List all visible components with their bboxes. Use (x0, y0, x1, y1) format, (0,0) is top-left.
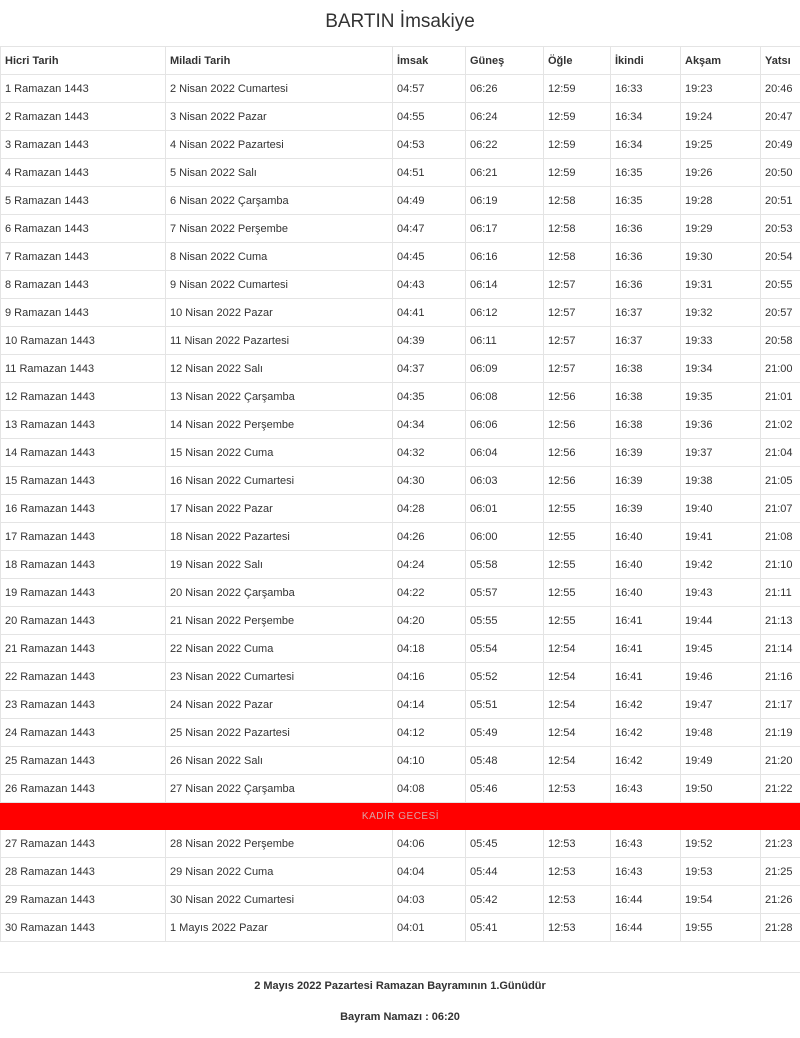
table-cell: 04:57 (393, 75, 466, 103)
table-cell: 21:14 (761, 635, 800, 663)
table-cell: 06:00 (466, 523, 544, 551)
table-cell: 04:45 (393, 243, 466, 271)
table-cell: 12:53 (544, 858, 611, 886)
table-cell: 19:44 (681, 607, 761, 635)
table-cell: 18 Nisan 2022 Pazartesi (166, 523, 393, 551)
table-cell: 19:40 (681, 495, 761, 523)
table-cell: 1 Mayıs 2022 Pazar (166, 914, 393, 942)
table-cell: 05:52 (466, 663, 544, 691)
table-cell: 06:19 (466, 187, 544, 215)
table-cell: 16:38 (611, 411, 681, 439)
table-row (1, 775, 800, 803)
table-cell: 24 Ramazan 1443 (1, 719, 166, 747)
table-cell: 12:57 (544, 355, 611, 383)
page-title: BARTIN İmsakiye (325, 11, 475, 32)
table-cell: 04:28 (393, 495, 466, 523)
table-cell: 19:30 (681, 243, 761, 271)
table-cell: 21:25 (761, 858, 800, 886)
table-row (1, 439, 800, 467)
table-cell: 04:04 (393, 858, 466, 886)
table-cell: 20:57 (761, 299, 800, 327)
table-cell: 19:53 (681, 858, 761, 886)
table-cell: 7 Nisan 2022 Perşembe (166, 215, 393, 243)
table-cell: 21:00 (761, 355, 800, 383)
column-header: İkindi (611, 47, 681, 75)
table-cell: 12:59 (544, 103, 611, 131)
table-row (1, 523, 800, 551)
table-cell: 19:42 (681, 551, 761, 579)
table-cell: 21:28 (761, 914, 800, 942)
table-cell: 05:57 (466, 579, 544, 607)
table-row (1, 299, 800, 327)
table-cell: 06:09 (466, 355, 544, 383)
table-cell: 29 Nisan 2022 Cuma (166, 858, 393, 886)
table-cell: 20 Ramazan 1443 (1, 607, 166, 635)
table-row (1, 551, 800, 579)
table-cell: 05:46 (466, 775, 544, 803)
table-cell: 19:45 (681, 635, 761, 663)
column-header: Güneş (466, 47, 544, 75)
table-cell: 3 Ramazan 1443 (1, 131, 166, 159)
table-cell: 21:04 (761, 439, 800, 467)
table-cell: 12:56 (544, 467, 611, 495)
table-row (1, 830, 800, 858)
table-cell: 20:54 (761, 243, 800, 271)
header-row (1, 47, 800, 75)
table-row (1, 635, 800, 663)
table-cell: 20:47 (761, 103, 800, 131)
table-cell: 04:55 (393, 103, 466, 131)
table-cell: 06:26 (466, 75, 544, 103)
table-cell: 13 Nisan 2022 Çarşamba (166, 383, 393, 411)
table-cell: 12:57 (544, 327, 611, 355)
table-row (1, 914, 800, 942)
table-cell: 6 Ramazan 1443 (1, 215, 166, 243)
table-row (1, 411, 800, 439)
table-row (1, 691, 800, 719)
table-cell: 04:35 (393, 383, 466, 411)
table-cell: 06:11 (466, 327, 544, 355)
table-cell: 21 Ramazan 1443 (1, 635, 166, 663)
table-cell: 12:54 (544, 747, 611, 775)
table-row (1, 747, 800, 775)
table-cell: 04:16 (393, 663, 466, 691)
table-cell: 16:42 (611, 691, 681, 719)
table-cell: 16:41 (611, 607, 681, 635)
table-cell: 12:56 (544, 383, 611, 411)
table-cell: 16:41 (611, 663, 681, 691)
table-cell: 06:01 (466, 495, 544, 523)
table-cell: 16:43 (611, 830, 681, 858)
table-cell: 04:24 (393, 551, 466, 579)
table-cell: 16:40 (611, 579, 681, 607)
kadir-gecesi-label: KADİR GECESİ (1, 803, 800, 830)
table-cell: 05:48 (466, 747, 544, 775)
table-cell: 16:37 (611, 327, 681, 355)
table-cell: 04:14 (393, 691, 466, 719)
table-row (1, 159, 800, 187)
table-cell: 21:07 (761, 495, 800, 523)
table-cell: 06:08 (466, 383, 544, 411)
table-cell: 19:37 (681, 439, 761, 467)
table-cell: 16:44 (611, 886, 681, 914)
table-cell: 12:59 (544, 75, 611, 103)
table-cell: 16:38 (611, 355, 681, 383)
table-cell: 19:32 (681, 299, 761, 327)
table-row (1, 355, 800, 383)
table-row (1, 215, 800, 243)
table-cell: 19:36 (681, 411, 761, 439)
table-cell: 22 Nisan 2022 Cuma (166, 635, 393, 663)
table-cell: 04:26 (393, 523, 466, 551)
table-cell: 23 Ramazan 1443 (1, 691, 166, 719)
table-cell: 29 Ramazan 1443 (1, 886, 166, 914)
table-cell: 21:26 (761, 886, 800, 914)
table-cell: 12:58 (544, 243, 611, 271)
table-cell: 04:08 (393, 775, 466, 803)
table-cell: 16:36 (611, 215, 681, 243)
table-cell: 21:19 (761, 719, 800, 747)
table-cell: 05:51 (466, 691, 544, 719)
table-cell: 06:22 (466, 131, 544, 159)
table-cell: 06:21 (466, 159, 544, 187)
table-cell: 19:38 (681, 467, 761, 495)
table-cell: 24 Nisan 2022 Pazar (166, 691, 393, 719)
table-cell: 04:18 (393, 635, 466, 663)
column-header: Yatsı (761, 47, 800, 75)
table-cell: 10 Ramazan 1443 (1, 327, 166, 355)
table-row (1, 607, 800, 635)
table-cell: 16 Nisan 2022 Cumartesi (166, 467, 393, 495)
table-cell: 04:10 (393, 747, 466, 775)
table-cell: 12:53 (544, 830, 611, 858)
table-cell: 04:32 (393, 439, 466, 467)
table-cell: 19:29 (681, 215, 761, 243)
table-cell: 12:59 (544, 131, 611, 159)
table-cell: 06:14 (466, 271, 544, 299)
table-cell: 21:02 (761, 411, 800, 439)
table-cell: 12:55 (544, 495, 611, 523)
table-cell: 9 Ramazan 1443 (1, 299, 166, 327)
table-body (1, 75, 800, 942)
table-cell: 12:56 (544, 439, 611, 467)
table-cell: 20:46 (761, 75, 800, 103)
table-cell: 16:35 (611, 159, 681, 187)
table-cell: 19:34 (681, 355, 761, 383)
table-cell: 30 Ramazan 1443 (1, 914, 166, 942)
table-cell: 21:05 (761, 467, 800, 495)
table-cell: 11 Ramazan 1443 (1, 355, 166, 383)
table-cell: 19:24 (681, 103, 761, 131)
table-cell: 16:36 (611, 243, 681, 271)
table-cell: 16:33 (611, 75, 681, 103)
table-cell: 04:43 (393, 271, 466, 299)
table-cell: 12:54 (544, 635, 611, 663)
table-cell: 21:16 (761, 663, 800, 691)
table-cell: 16:40 (611, 551, 681, 579)
table-cell: 19:43 (681, 579, 761, 607)
bayram-note: 2 Mayıs 2022 Pazartesi Ramazan Bayramının 1.Günüdür (254, 980, 546, 992)
table-cell: 12:55 (544, 523, 611, 551)
table-cell: 8 Ramazan 1443 (1, 271, 166, 299)
table-cell: 04:12 (393, 719, 466, 747)
table-cell: 21 Nisan 2022 Perşembe (166, 607, 393, 635)
table-cell: 21:13 (761, 607, 800, 635)
table-cell: 20:53 (761, 215, 800, 243)
table-cell: 12:57 (544, 299, 611, 327)
table-cell: 05:41 (466, 914, 544, 942)
table-cell: 04:41 (393, 299, 466, 327)
table-cell: 5 Ramazan 1443 (1, 187, 166, 215)
table-row (1, 886, 800, 914)
table-cell: 04:49 (393, 187, 466, 215)
table-cell: 12 Ramazan 1443 (1, 383, 166, 411)
column-header: Hicri Tarih (1, 47, 166, 75)
table-cell: 21:10 (761, 551, 800, 579)
table-cell: 06:12 (466, 299, 544, 327)
table-cell: 25 Nisan 2022 Pazartesi (166, 719, 393, 747)
table-cell: 25 Ramazan 1443 (1, 747, 166, 775)
table-cell: 04:22 (393, 579, 466, 607)
table-cell: 16:41 (611, 635, 681, 663)
table-row (1, 467, 800, 495)
table-cell: 17 Ramazan 1443 (1, 523, 166, 551)
table-cell: 12:57 (544, 271, 611, 299)
table-cell: 16:38 (611, 383, 681, 411)
table-cell: 11 Nisan 2022 Pazartesi (166, 327, 393, 355)
table-cell: 16:34 (611, 103, 681, 131)
table-cell: 16:40 (611, 523, 681, 551)
table-cell: 12:58 (544, 187, 611, 215)
table-cell: 04:30 (393, 467, 466, 495)
table-cell: 10 Nisan 2022 Pazar (166, 299, 393, 327)
divider (0, 972, 800, 973)
table-cell: 16:34 (611, 131, 681, 159)
table-cell: 06:04 (466, 439, 544, 467)
table-cell: 16:43 (611, 858, 681, 886)
table-cell: 19:23 (681, 75, 761, 103)
table-cell: 19:49 (681, 747, 761, 775)
table-row (1, 75, 800, 103)
table-cell: 26 Ramazan 1443 (1, 775, 166, 803)
table-cell: 12:58 (544, 215, 611, 243)
table-cell: 16:44 (611, 914, 681, 942)
table-cell: 2 Nisan 2022 Cumartesi (166, 75, 393, 103)
table-cell: 19:31 (681, 271, 761, 299)
table-cell: 19:48 (681, 719, 761, 747)
column-header: İmsak (393, 47, 466, 75)
table-cell: 12:55 (544, 551, 611, 579)
table-cell: 21:23 (761, 830, 800, 858)
table-cell: 16 Ramazan 1443 (1, 495, 166, 523)
table-cell: 23 Nisan 2022 Cumartesi (166, 663, 393, 691)
table-cell: 21:17 (761, 691, 800, 719)
table-cell: 21:08 (761, 523, 800, 551)
table-cell: 04:37 (393, 355, 466, 383)
column-header: Öğle (544, 47, 611, 75)
table-cell: 12:56 (544, 411, 611, 439)
table-cell: 7 Ramazan 1443 (1, 243, 166, 271)
table-cell: 20:55 (761, 271, 800, 299)
table-cell: 16:39 (611, 467, 681, 495)
table-cell: 17 Nisan 2022 Pazar (166, 495, 393, 523)
table-row (1, 663, 800, 691)
table-cell: 22 Ramazan 1443 (1, 663, 166, 691)
table-row (1, 495, 800, 523)
table-cell: 12:54 (544, 719, 611, 747)
table-cell: 20:58 (761, 327, 800, 355)
table-cell: 05:55 (466, 607, 544, 635)
table-row (1, 719, 800, 747)
table-cell: 2 Ramazan 1443 (1, 103, 166, 131)
table-cell: 14 Ramazan 1443 (1, 439, 166, 467)
table-cell: 04:47 (393, 215, 466, 243)
table-cell: 19 Nisan 2022 Salı (166, 551, 393, 579)
table-cell: 4 Nisan 2022 Pazartesi (166, 131, 393, 159)
table-cell: 20:50 (761, 159, 800, 187)
table-cell: 6 Nisan 2022 Çarşamba (166, 187, 393, 215)
table-cell: 21:11 (761, 579, 800, 607)
table-cell: 28 Ramazan 1443 (1, 858, 166, 886)
table-cell: 19:54 (681, 886, 761, 914)
table-cell: 19:33 (681, 327, 761, 355)
table-cell: 12:53 (544, 775, 611, 803)
table-cell: 26 Nisan 2022 Salı (166, 747, 393, 775)
table-cell: 06:24 (466, 103, 544, 131)
table-cell: 20 Nisan 2022 Çarşamba (166, 579, 393, 607)
table-cell: 19:41 (681, 523, 761, 551)
table-cell: 15 Ramazan 1443 (1, 467, 166, 495)
table-cell: 05:44 (466, 858, 544, 886)
table-cell: 12 Nisan 2022 Salı (166, 355, 393, 383)
table-cell: 05:54 (466, 635, 544, 663)
table-cell: 04:20 (393, 607, 466, 635)
table-cell: 20:49 (761, 131, 800, 159)
table-cell: 19:25 (681, 131, 761, 159)
table-cell: 12:59 (544, 159, 611, 187)
table-row (1, 187, 800, 215)
column-header: Miladi Tarih (166, 47, 393, 75)
kadir-gecesi-row (1, 803, 800, 830)
table-row (1, 579, 800, 607)
table-row (1, 271, 800, 299)
table-cell: 12:54 (544, 663, 611, 691)
table-cell: 16:39 (611, 439, 681, 467)
table-cell: 06:03 (466, 467, 544, 495)
table-cell: 21:22 (761, 775, 800, 803)
table-cell: 15 Nisan 2022 Cuma (166, 439, 393, 467)
table-cell: 05:45 (466, 830, 544, 858)
table-cell: 19:52 (681, 830, 761, 858)
table-cell: 06:06 (466, 411, 544, 439)
table-cell: 19:55 (681, 914, 761, 942)
table-cell: 16:37 (611, 299, 681, 327)
table-cell: 04:34 (393, 411, 466, 439)
table-cell: 9 Nisan 2022 Cumartesi (166, 271, 393, 299)
table-cell: 12:55 (544, 607, 611, 635)
table-cell: 28 Nisan 2022 Perşembe (166, 830, 393, 858)
table-cell: 30 Nisan 2022 Cumartesi (166, 886, 393, 914)
table-row (1, 243, 800, 271)
table-cell: 27 Ramazan 1443 (1, 830, 166, 858)
table-cell: 3 Nisan 2022 Pazar (166, 103, 393, 131)
table-cell: 16:42 (611, 747, 681, 775)
table-cell: 16:36 (611, 271, 681, 299)
table-cell: 19 Ramazan 1443 (1, 579, 166, 607)
table-cell: 12:53 (544, 914, 611, 942)
table-cell: 21:20 (761, 747, 800, 775)
table-cell: 16:35 (611, 187, 681, 215)
table-cell: 16:42 (611, 719, 681, 747)
table-row (1, 383, 800, 411)
table-cell: 21:01 (761, 383, 800, 411)
table-cell: 06:16 (466, 243, 544, 271)
column-header: Akşam (681, 47, 761, 75)
table-cell: 4 Ramazan 1443 (1, 159, 166, 187)
bayram-namazi-note: Bayram Namazı : 06:20 (340, 1011, 460, 1023)
table-row (1, 131, 800, 159)
table-cell: 05:58 (466, 551, 544, 579)
table-cell: 19:35 (681, 383, 761, 411)
table-cell: 27 Nisan 2022 Çarşamba (166, 775, 393, 803)
table-cell: 19:47 (681, 691, 761, 719)
table-cell: 18 Ramazan 1443 (1, 551, 166, 579)
table-cell: 04:01 (393, 914, 466, 942)
table-row (1, 858, 800, 886)
table-cell: 05:42 (466, 886, 544, 914)
table-cell: 19:26 (681, 159, 761, 187)
table-cell: 04:53 (393, 131, 466, 159)
table-cell: 04:03 (393, 886, 466, 914)
table-cell: 13 Ramazan 1443 (1, 411, 166, 439)
table-cell: 1 Ramazan 1443 (1, 75, 166, 103)
imsakiye-table (0, 46, 800, 942)
table-cell: 12:55 (544, 579, 611, 607)
table-cell: 19:28 (681, 187, 761, 215)
table-cell: 16:39 (611, 495, 681, 523)
table-cell: 16:43 (611, 775, 681, 803)
table-cell: 05:49 (466, 719, 544, 747)
table-cell: 5 Nisan 2022 Salı (166, 159, 393, 187)
table-cell: 04:51 (393, 159, 466, 187)
table-cell: 14 Nisan 2022 Perşembe (166, 411, 393, 439)
table-cell: 12:53 (544, 886, 611, 914)
table-cell: 19:50 (681, 775, 761, 803)
table-cell: 04:06 (393, 830, 466, 858)
table-cell: 04:39 (393, 327, 466, 355)
table-cell: 19:46 (681, 663, 761, 691)
table-cell: 12:54 (544, 691, 611, 719)
table-cell: 06:17 (466, 215, 544, 243)
table-cell: 8 Nisan 2022 Cuma (166, 243, 393, 271)
table-row (1, 103, 800, 131)
table-row (1, 327, 800, 355)
table-cell: 20:51 (761, 187, 800, 215)
